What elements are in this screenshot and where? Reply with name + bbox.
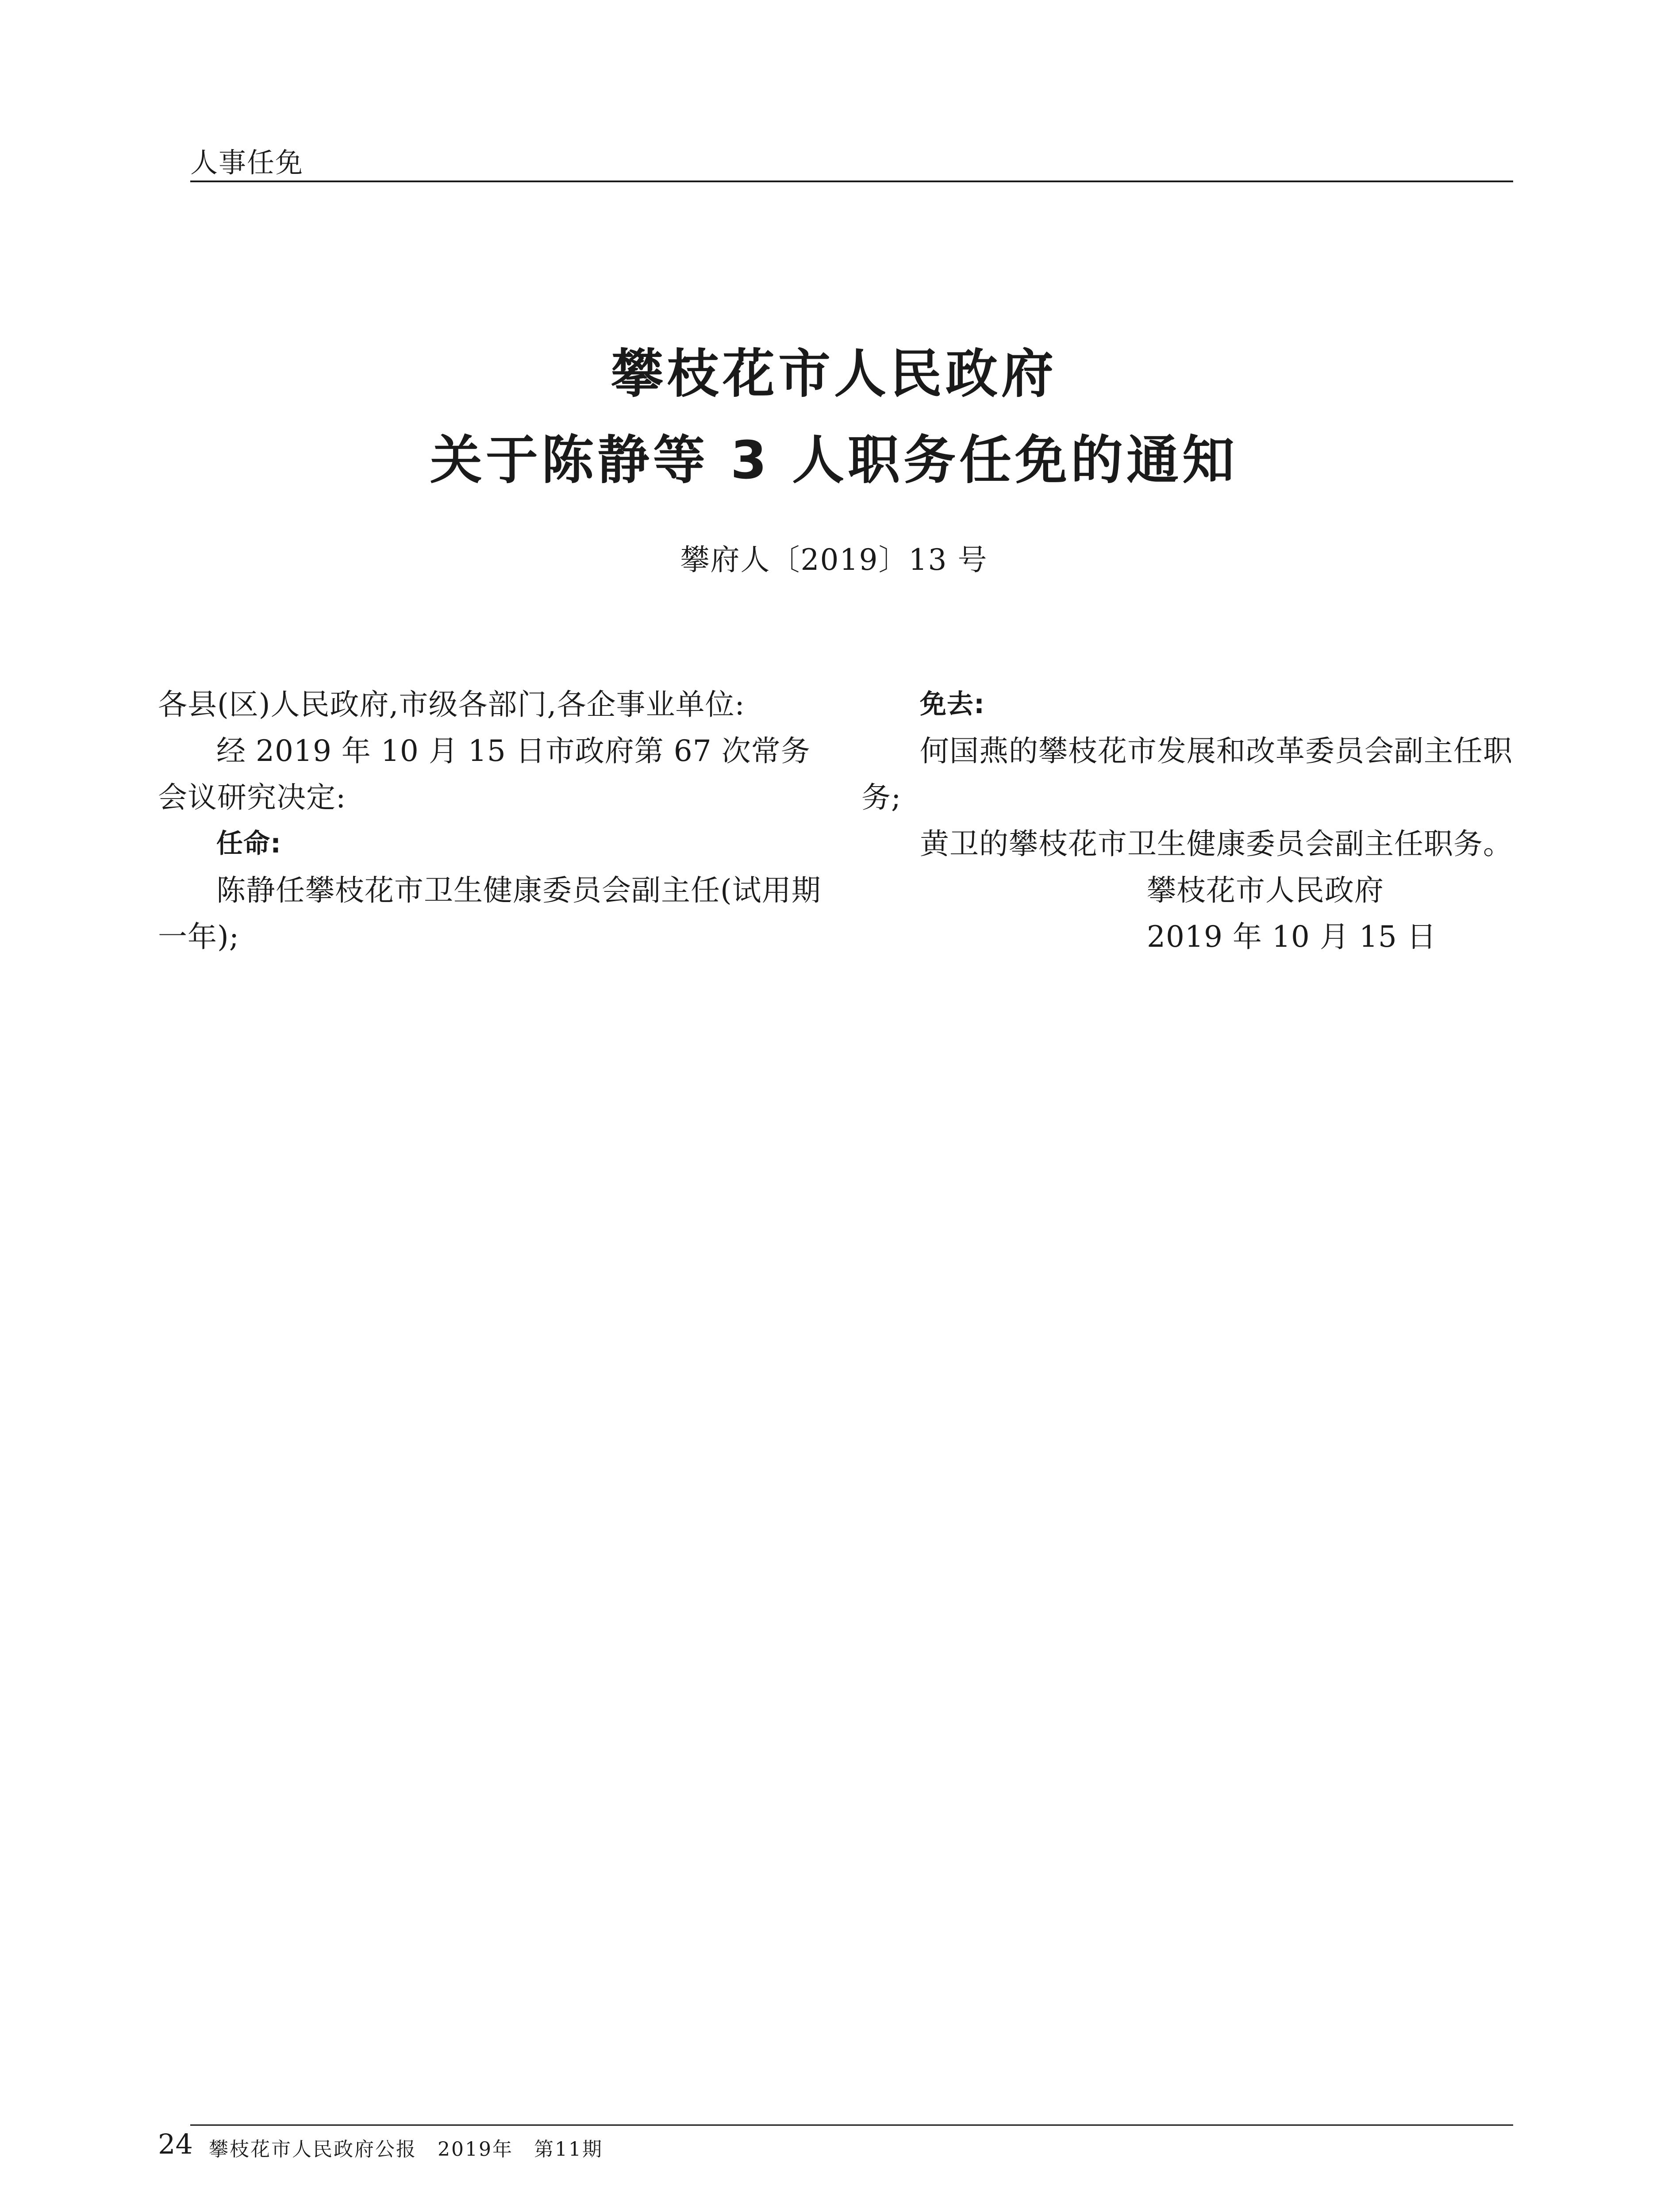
remove-item: 何国燕的攀枝花市发展和改革委员会副主任职务;	[861, 734, 1513, 814]
appoint-item: 陈静任攀枝花市卫生健康委员会副主任(试用期一年);	[158, 873, 821, 954]
body-right-column	[861, 681, 1525, 960]
document-number: 攀府人〔2019〕13 号	[680, 543, 988, 577]
page-number: 24	[158, 2128, 193, 2160]
footer-divider	[190, 2124, 1513, 2126]
salutation: 各县(区)人民政府,市级各部门,各企事业单位:	[158, 687, 745, 722]
signature-date: 2019 年 10 月 15 日	[1147, 920, 1437, 954]
body-left-column	[158, 681, 822, 960]
remove-label: 免去:	[920, 689, 985, 720]
document-title-line-2: 关于陈静等 3 人职务任免的通知	[430, 430, 1238, 491]
intro-paragraph: 经 2019 年 10 月 15 日市政府第 67 次常务会议研究决定:	[158, 734, 811, 814]
document-title-line-1: 攀枝花市人民政府	[611, 343, 1057, 404]
appoint-label: 任命:	[216, 828, 281, 859]
remove-item: 黄卫的攀枝花市卫生健康委员会副主任职务。	[920, 827, 1513, 861]
publication-info: 攀枝花市人民政府公报 2019年 第11期	[209, 2138, 603, 2161]
signature: 攀枝花市人民政府	[1147, 873, 1384, 907]
header-divider	[190, 180, 1513, 182]
section-header: 人事任免	[190, 146, 304, 179]
